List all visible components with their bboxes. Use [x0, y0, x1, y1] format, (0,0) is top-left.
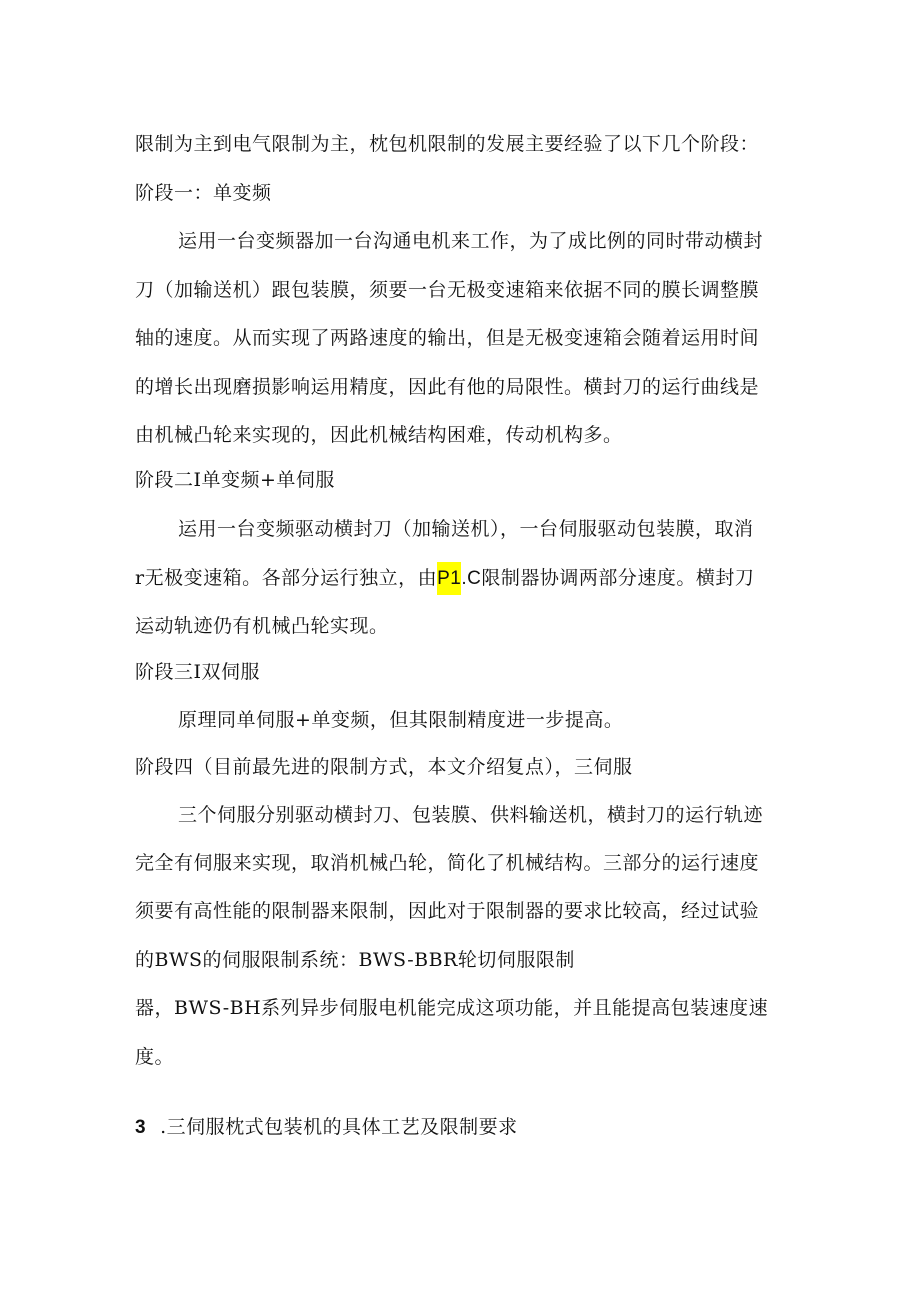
section-title: .三伺服枕式包装机的具体工艺及限制要求 [160, 1116, 518, 1138]
paragraph-intro: 限制为主到电气限制为主，枕包机限制的发展主要经验了以下几个阶段： [135, 133, 760, 155]
highlighted-text: P1 [437, 562, 461, 595]
stage3-line-1: 原理同单伺服+单变频，但其限制精度进一步提高。 [178, 709, 624, 731]
stage2-line-1: 运用一台变频驱动横封刀（加输送机），一台伺服驱动包装膜，取消 [178, 518, 754, 540]
stage2-line-2-end: 限制器协调两部分速度。横封刀 [481, 567, 755, 589]
stage4-line-3: 须要有高性能的限制器来限制，因此对于限制器的要求比较高，经过试验 [135, 900, 760, 922]
stage1-heading: 阶段一：单变频 [135, 182, 272, 204]
section-number: 3 [135, 1117, 147, 1138]
stage2-line-2 [135, 565, 754, 592]
stage1-line-5: 由机械凸轮来实现的，因此机械结构困难，传动机构多。 [135, 424, 623, 446]
stage4-line-4: 的BWS的伺服限制系统：BWS-BBR轮切伺服限制 [135, 949, 575, 971]
section-heading [135, 1114, 518, 1141]
stage4-line-6: 度。 [135, 1046, 175, 1068]
stage2-line-2-latin: .C [461, 568, 482, 589]
stage4-line-1: 三个伺服分别驱动横封刀、包装膜、供料输送机，横封刀的运行轨迹 [178, 804, 764, 826]
stage1-line-2: 刀（加输送机）跟包装膜，须要一台无极变速箱来依据不同的膜长调整膜 [135, 279, 760, 301]
stage2-heading: 阶段二I单变频+单伺服 [135, 469, 335, 491]
stage1-line-1: 运用一台变频器加一台沟通电机来工作，为了成比例的同时带动横封 [178, 230, 764, 252]
stage1-line-4: 的增长出现磨损影响运用精度，因此有他的局限性。横封刀的运行曲线是 [135, 376, 760, 398]
stage2-line-3: 运动轨迹仍有机械凸轮实现。 [135, 615, 389, 637]
stage4-line-5: 器，BWS-BH系列异步伺服电机能完成这项功能，并且能提高包装速度速 [135, 997, 769, 1019]
stage4-heading: 阶段四（目前最先进的限制方式，本文介绍复点），三伺服 [135, 756, 633, 778]
stage3-heading: 阶段三I双伺服 [135, 661, 261, 683]
stage4-line-2: 完全有伺服来实现，取消机械凸轮，简化了机械结构。三部分的运行速度 [135, 852, 760, 874]
stage1-line-3: 轴的速度。从而实现了两路速度的输出，但是无极变速箱会随着运用时间 [135, 327, 760, 349]
stage2-line-2-start: r无极变速箱。各部分运行独立，由 [135, 567, 438, 589]
